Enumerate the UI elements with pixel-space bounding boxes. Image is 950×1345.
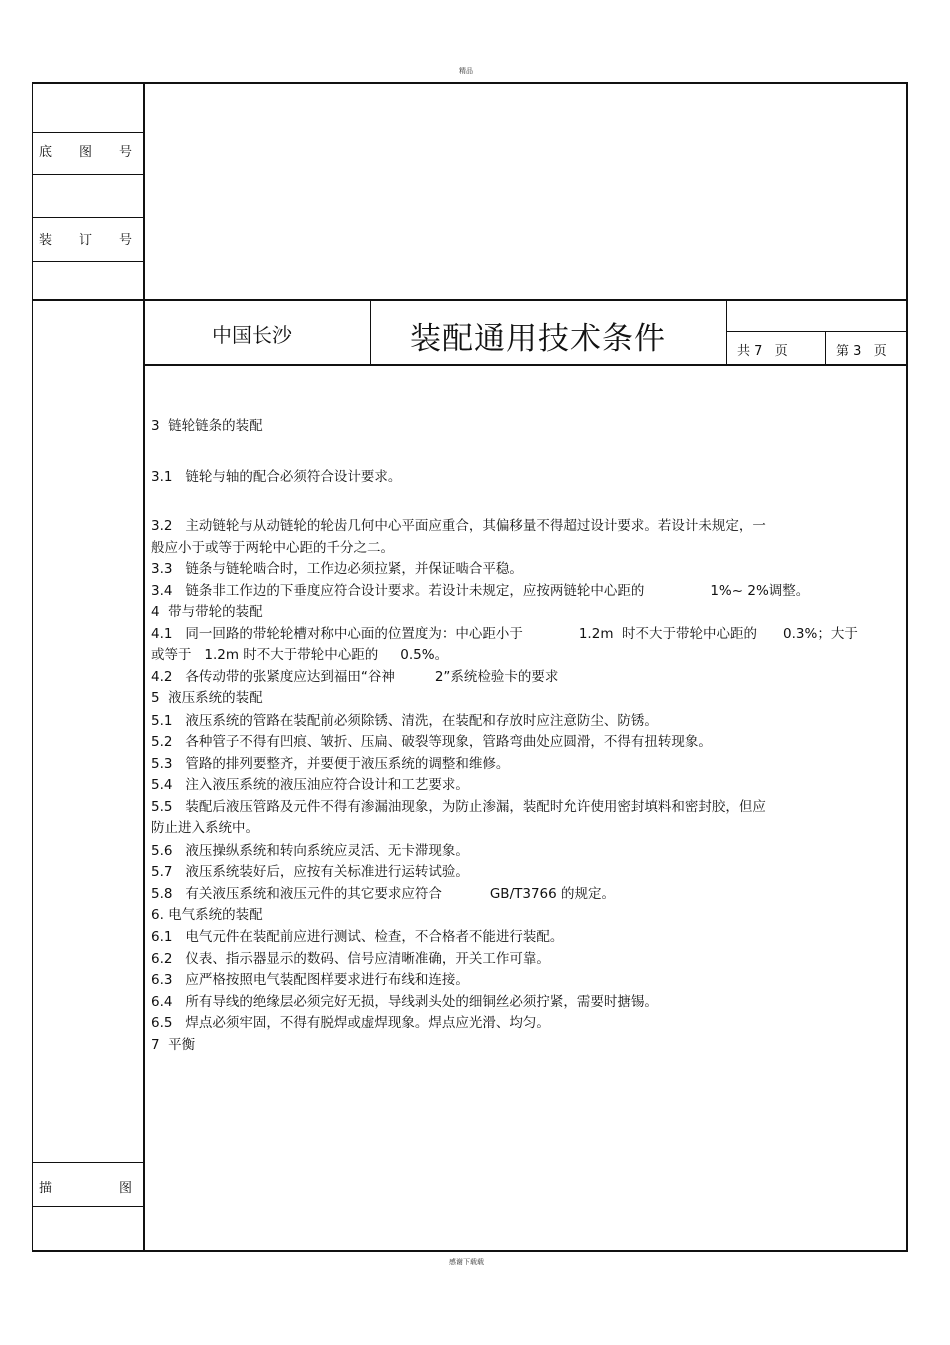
total-pages: 共 7 页 [737,344,788,359]
clause-4-1-line1: 4.1 同一回路的带轮轮槽对称中心面的位置度为：中心距小于 1.2m 时不大于带轮中心距的 0.3%；大于 [151,626,858,642]
footer-note: 感谢下载载 [449,1258,484,1266]
clause-5-4: 5.4 注入液压系统的液压油应符合设计和工艺要求。 [151,777,469,793]
clause-6-4: 6.4 所有导线的绝缘层必须完好无损，导线剥头处的细铜丝必须拧紧，需要时搪锡。 [151,994,658,1010]
section-3-heading: 3 链轮链条的装配 [151,418,263,434]
clause-4-2: 4.2 各传动带的张紧度应达到福田“谷神 2”系统检验卡的要求 [151,669,559,685]
clause-5-5-line2: 防止进入系统中。 [151,820,259,836]
section-6-heading: 6. 电气系统的装配 [151,907,263,923]
clause-6-1: 6.1 电气元件在装配前应进行测试、检查，不合格者不能进行装配。 [151,929,564,945]
clause-5-8: 5.8 有关液压系统和液压元件的其它要求应符合 GB/T3766 的规定。 [151,886,616,902]
clause-3-3: 3.3 链条与链轮啮合时，工作边必须拉紧，并保证啮合平稳。 [151,561,523,577]
clause-5-5-line1: 5.5 装配后液压管路及元件不得有渗漏油现象，为防止渗漏，装配时允许使用密封填料和密封胶，但应 [151,799,766,815]
page-number: 第 3 页 [836,344,887,359]
clause-3-2-line2: 般应小于或等于两轮中心距的千分之二。 [151,540,394,556]
document-title: 装配通用技术条件 [410,321,666,357]
header-note: 精品 [459,67,473,75]
clause-5-2: 5.2 各种管子不得有凹痕、皱折、压扁、破裂等现象，管路弯曲处应圆滑，不得有扭转现象。 [151,734,712,750]
section-4-heading: 4 带与带轮的装配 [151,604,263,620]
clause-6-5: 6.5 焊点必须牢固，不得有脱焊或虚焊现象。焊点应光滑、均匀。 [151,1015,550,1031]
section-7-heading: 7 平衡 [151,1037,196,1053]
clause-3-2-line1: 3.2 主动链轮与从动链轮的轮齿几何中心平面应重合，其偏移量不得超过设计要求。若设计未规定，一 [151,518,766,534]
clause-3-1: 3.1 链轮与轴的配合必须符合设计要求。 [151,469,402,485]
clause-4-1-line2: 或等于 1.2m 时不大于带轮中心距的 0.5%。 [151,647,449,663]
section-5-heading: 5 液压系统的装配 [151,690,263,706]
clause-5-1: 5.1 液压系统的管路在装配前必须除锈、清洗，在装配和存放时应注意防尘、防锈。 [151,713,658,729]
org-name: 中国长沙 [212,323,292,347]
clause-6-3: 6.3 应严格按照电气装配图样要求进行布线和连接。 [151,972,469,988]
clause-5-7: 5.7 液压系统装好后，应按有关标准进行运转试验。 [151,864,469,880]
clause-5-3: 5.3 管路的排列要整齐，并要便于液压系统的调整和维修。 [151,756,510,772]
clause-3-4: 3.4 链条非工作边的下垂度应符合设计要求。若设计未规定，应按两链轮中心距的 1%~ 2%调整。 [151,583,810,599]
clause-5-6: 5.6 液压操纵系统和转向系统应灵活、无卡滞现象。 [151,843,469,859]
clause-6-2: 6.2 仪表、指示器显示的数码、信号应清晰准确，开关工作可靠。 [151,951,550,967]
